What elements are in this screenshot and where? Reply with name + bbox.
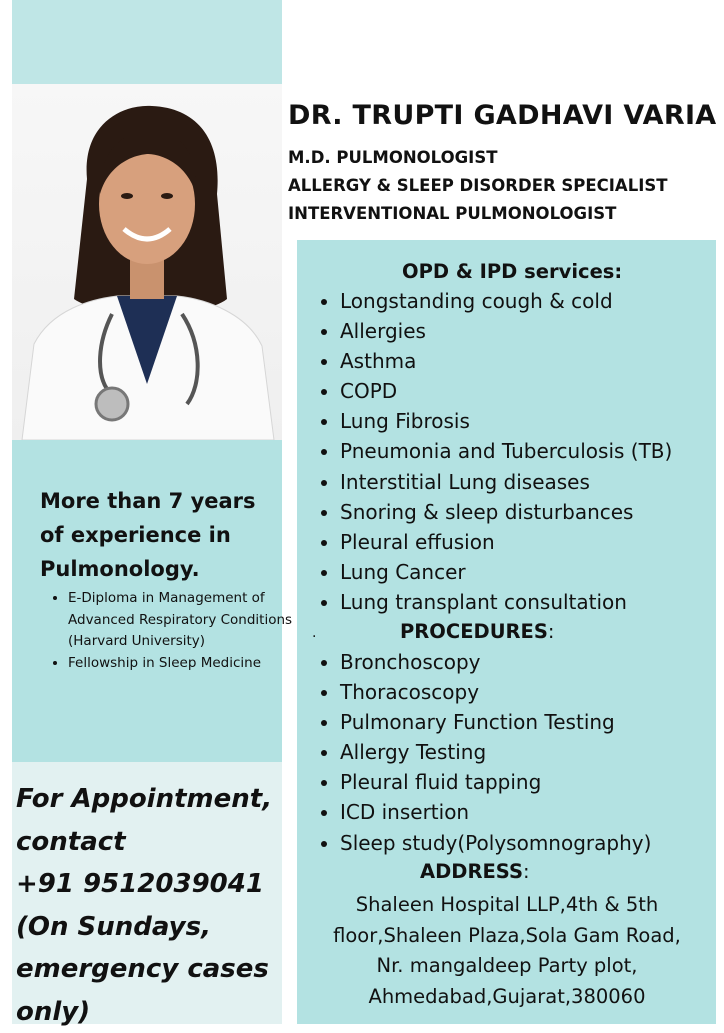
address-heading-colon: :: [523, 860, 530, 883]
procedure-item: • Sleep study(Polysomnography): [340, 828, 651, 858]
procedure-item: • Bronchoscopy: [340, 647, 651, 677]
appointment-contact: [16, 778, 282, 1033]
contact-line: only): [16, 991, 282, 1033]
address-line: Shaleen Hospital LLP,4th & 5th: [300, 890, 714, 921]
contact-line: contact: [16, 821, 282, 864]
qualification-item: • E-Diploma in Management of Advanced Respiratory Conditions (Harvard University): [68, 588, 294, 653]
procedure-item: • ICD insertion: [340, 797, 651, 827]
contact-line: emergency cases: [16, 948, 282, 991]
procedures-heading: [400, 620, 555, 643]
service-item: • Asthma: [340, 346, 672, 376]
decorative-band: [12, 0, 282, 84]
service-item: • Allergies: [340, 316, 672, 346]
service-item: • Pneumonia and Tuberculosis (TB): [340, 436, 672, 466]
credential-interventional: INTERVENTIONAL PULMONOLOGIST: [288, 204, 616, 223]
doctor-photo: [12, 84, 282, 440]
experience-headline: More than 7 years of experience in Pulmonology.: [40, 484, 276, 586]
address-line: floor,Shaleen Plaza,Sola Gam Road,: [300, 921, 714, 952]
service-item: • Lung transplant consultation: [340, 587, 672, 617]
service-item: • COPD: [340, 376, 672, 406]
procedure-item: • Allergy Testing: [340, 737, 651, 767]
procedure-item: • Thoracoscopy: [340, 677, 651, 707]
contact-line: For Appointment,: [16, 778, 282, 821]
procedures-heading-text: PROCEDURES: [400, 620, 548, 643]
services-list: [298, 286, 672, 617]
phone-number: +91 9512039041: [16, 863, 282, 906]
service-item: • Lung Cancer: [340, 557, 672, 587]
contact-line: (On Sundays,: [16, 906, 282, 949]
procedure-item: • Pulmonary Function Testing: [340, 707, 651, 737]
service-item: • Lung Fibrosis: [340, 406, 672, 436]
doctor-name: DR. TRUPTI GADHAVI VARIA: [288, 100, 717, 131]
address-heading: [420, 860, 530, 883]
qualification-list: [50, 588, 294, 674]
procedures-list: [298, 647, 651, 858]
service-item: • Longstanding cough & cold: [340, 286, 672, 316]
stray-dot: .: [312, 625, 316, 641]
service-item: • Interstitial Lung diseases: [340, 467, 672, 497]
credential-allergy: ALLERGY & SLEEP DISORDER SPECIALIST: [288, 176, 667, 195]
address-block: [300, 890, 714, 1012]
address-heading-text: ADDRESS: [420, 860, 523, 883]
procedure-item: • Pleural fluid tapping: [340, 767, 651, 797]
services-heading: OPD & IPD services:: [402, 260, 622, 283]
address-line: Ahmedabad,Gujarat,380060: [300, 982, 714, 1013]
service-item: • Pleural effusion: [340, 527, 672, 557]
qualification-item: • Fellowship in Sleep Medicine: [68, 653, 294, 675]
procedures-heading-colon: :: [548, 620, 555, 643]
service-item: • Snoring & sleep disturbances: [340, 497, 672, 527]
doctor-portrait-illustration: [12, 84, 282, 440]
credential-md: M.D. PULMONOLOGIST: [288, 148, 497, 167]
address-line: Nr. mangaldeep Party plot,: [300, 951, 714, 982]
